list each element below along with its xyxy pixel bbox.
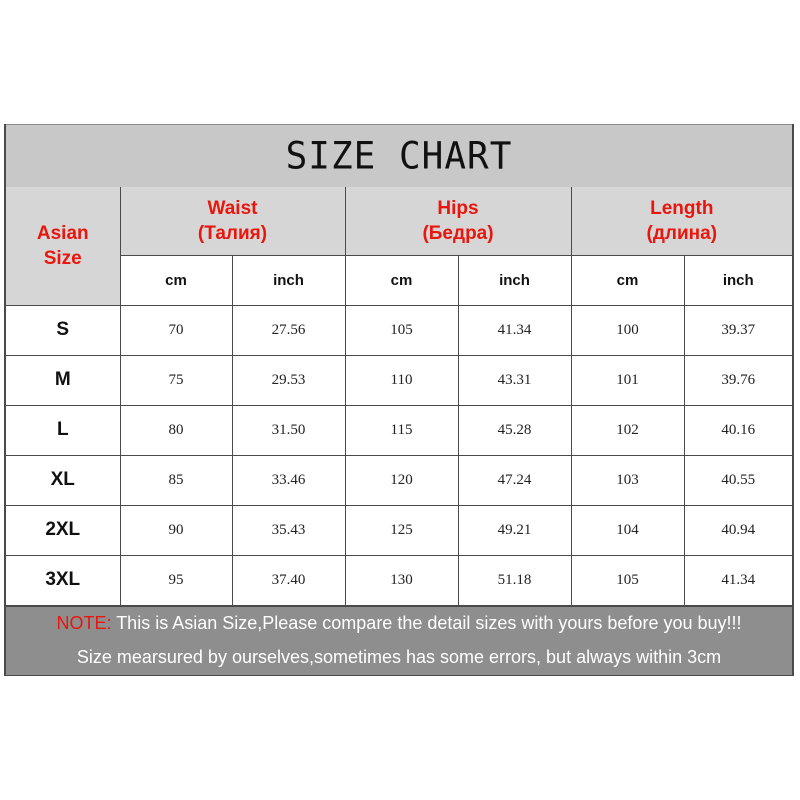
length-cm-cell: 105	[571, 555, 684, 605]
length-inch-cell: 40.55	[684, 455, 792, 505]
waist-inch-cell: 29.53	[232, 355, 345, 405]
hips-header	[345, 187, 571, 255]
waist-inch-cell: 35.43	[232, 505, 345, 555]
note-line-1	[6, 613, 792, 634]
asian-size-header	[6, 187, 120, 305]
waist-inch-cell: 27.56	[232, 305, 345, 355]
hips-inch-cell: 41.34	[458, 305, 571, 355]
table-row	[6, 455, 792, 505]
length-inch-cell: 40.16	[684, 405, 792, 455]
note-line-2: Size mearsured by ourselves,sometimes has some errors, but always within 3cm	[76, 647, 722, 667]
waist-cm-cell: 75	[120, 355, 232, 405]
note-text: This is Asian Size,Please compare the detail sizes with yours before you buy!!!	[111, 613, 742, 633]
length-header	[571, 187, 792, 255]
note-label: NOTE:	[56, 613, 112, 633]
length-inch-cell: 41.34	[684, 555, 792, 605]
note-footer	[6, 606, 792, 675]
length-cm-cell: 104	[571, 505, 684, 555]
hips-inch-cell: 47.24	[458, 455, 571, 505]
length-cm-cell: 103	[571, 455, 684, 505]
table-row	[6, 405, 792, 455]
unit-header-waist-inch: inch	[232, 255, 345, 305]
hips-cm-cell: 130	[345, 555, 458, 605]
size-cell: 2XL	[6, 505, 120, 555]
unit-header-waist-cm: cm	[120, 255, 232, 305]
length-cm-cell: 100	[571, 305, 684, 355]
waist-inch-cell: 31.50	[232, 405, 345, 455]
hips-cm-cell: 125	[345, 505, 458, 555]
chart-title: SIZE CHART	[6, 124, 792, 188]
size-cell: XL	[6, 455, 120, 505]
table-row	[6, 555, 792, 605]
unit-header-length-cm: cm	[571, 255, 684, 305]
waist-header	[120, 187, 345, 255]
waist-cm-cell: 70	[120, 305, 232, 355]
table-row	[6, 355, 792, 405]
waist-cm-cell: 90	[120, 505, 232, 555]
length-header-label-ru: (длина)	[646, 222, 718, 244]
waist-header-label: Waist	[207, 197, 258, 219]
hips-inch-cell: 49.21	[458, 505, 571, 555]
hips-inch-cell: 51.18	[458, 555, 571, 605]
unit-header-hips-inch: inch	[458, 255, 571, 305]
hips-inch-cell: 45.28	[458, 405, 571, 455]
size-cell: 3XL	[6, 555, 120, 605]
waist-cm-cell: 85	[120, 455, 232, 505]
unit-header-hips-cm: cm	[345, 255, 458, 305]
hips-cm-cell: 120	[345, 455, 458, 505]
waist-cm-cell: 80	[120, 405, 232, 455]
hips-header-label: Hips	[437, 197, 479, 219]
size-table	[6, 187, 792, 606]
size-cell: M	[6, 355, 120, 405]
asian-size-header-line1: Asian	[36, 222, 89, 244]
waist-inch-cell: 33.46	[232, 455, 345, 505]
table-row	[6, 505, 792, 555]
length-header-label: Length	[650, 197, 714, 219]
length-cm-cell: 101	[571, 355, 684, 405]
size-cell: S	[6, 305, 120, 355]
waist-inch-cell: 37.40	[232, 555, 345, 605]
hips-cm-cell: 115	[345, 405, 458, 455]
hips-inch-cell: 43.31	[458, 355, 571, 405]
size-chart	[4, 124, 794, 676]
unit-header-length-inch: inch	[684, 255, 792, 305]
waist-cm-cell: 95	[120, 555, 232, 605]
hips-cm-cell: 110	[345, 355, 458, 405]
hips-header-label-ru: (Бедра)	[422, 222, 494, 244]
hips-cm-cell: 105	[345, 305, 458, 355]
length-cm-cell: 102	[571, 405, 684, 455]
waist-header-label-ru: (Талия)	[197, 222, 268, 244]
asian-size-header-line2: Size	[43, 247, 82, 269]
size-cell: L	[6, 405, 120, 455]
length-inch-cell: 39.76	[684, 355, 792, 405]
table-row	[6, 305, 792, 355]
length-inch-cell: 40.94	[684, 505, 792, 555]
length-inch-cell: 39.37	[684, 305, 792, 355]
